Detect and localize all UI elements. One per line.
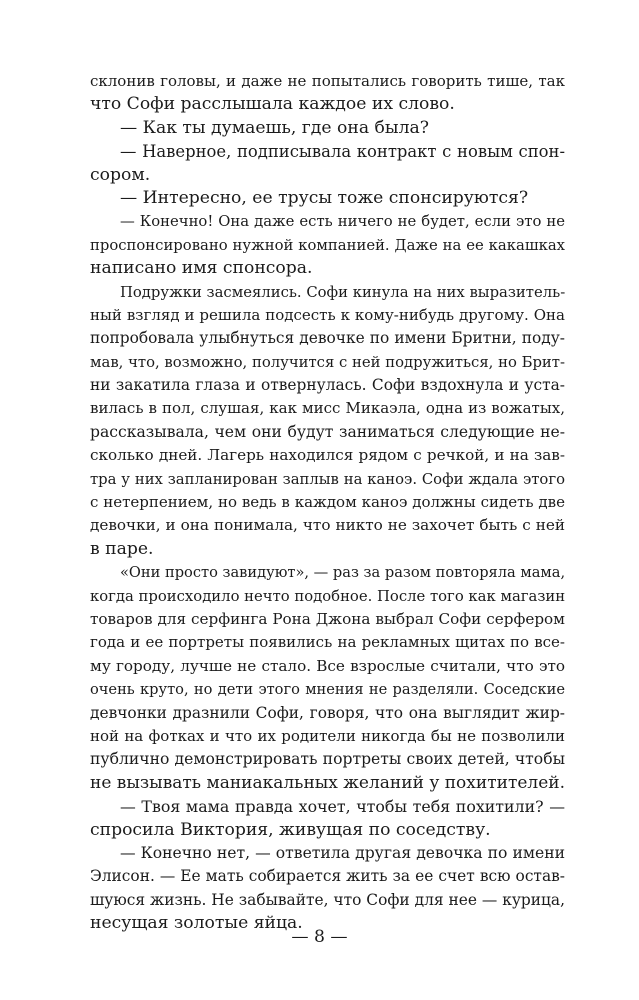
text-line: публично демонстрировать портреты своих детей, чтобы — [90, 750, 565, 769]
text-line: ной на фотках и что их родители никогда бы не позволили — [90, 726, 565, 745]
text-line: — Как ты думаешь, где она была? — [120, 117, 429, 138]
text-line: товаров для серфинга Рона Джона выбрал Софи серфером — [90, 609, 565, 628]
text-line: несущая золотые яйца. — [90, 913, 303, 934]
text-line: в паре. — [90, 538, 154, 559]
text-line: написано имя спонсора. — [90, 258, 313, 279]
text-line: проспонсировано нужной компанией. Даже на ее какашках — [90, 236, 565, 254]
text-line: «Они просто завидуют», — раз за разом повторяла мама, — [120, 564, 566, 582]
text-line: когда происходило нечто подобное. После того как магазин — [90, 587, 566, 605]
text-line: — Конечно! Она даже есть ничего не будет, если это не — [120, 213, 565, 231]
text-line: Подружки засмеялись. Софи кинула на них выразитель- — [120, 283, 566, 301]
text-line: ный взгляд и решила подсесть к кому-нибудь другому. Она — [90, 305, 565, 324]
text-line: шуюся жизнь. Не забывайте, что Софи для нее — курица, — [90, 890, 565, 909]
text-line: года и ее портреты появились на рекламных щитах по все- — [90, 633, 565, 652]
text-line: рассказывала, чем они будут заниматься следующие не- — [90, 422, 565, 441]
text-line: мав, что, возможно, получится с ней подружиться, но Брит- — [90, 353, 565, 371]
text-line: склонив головы, и даже не попытались говорить тише, так — [90, 72, 565, 90]
text-line: сколько дней. Лагерь находился рядом с речкой, и на зав- — [90, 446, 565, 465]
text-line: Элисон. — Ее мать собирается жить за ее счет всю остав- — [90, 867, 565, 886]
text-line: девочки, и она понимала, что никто не захочет быть с ней — [90, 516, 565, 535]
text-line: что Софи расслышала каждое их слово. — [90, 94, 455, 115]
text-line: ни закатила глаза и отвернулась. Софи вздохнула и уста- — [90, 376, 565, 395]
text-line: попробовала улыбнуться девочке по имени Бритни, поду- — [90, 329, 565, 348]
text-line: девчонки дразнили Софи, говоря, что она выглядит жир- — [90, 703, 565, 722]
text-line: вилась в пол, слушая, как мисс Микаэла, одна из вожатых, — [90, 399, 565, 418]
text-line: очень круто, но дети этого мнения не разделяли. Соседские — [90, 681, 565, 699]
text-line: с нетерпением, но ведь в каждом каноэ должны сидеть две — [90, 493, 565, 512]
text-line: тра у них запланирован заплыв на каноэ. Софи ждала этого — [90, 470, 565, 488]
text-line: не вызывать маниакальных желаний у похитителей. — [90, 772, 566, 793]
text-line: сором. — [90, 164, 151, 185]
page-number: — 8 — — [291, 927, 348, 947]
text-line: — Интересно, ее трусы тоже спонсируются? — [120, 187, 529, 208]
page-body — [90, 70, 565, 935]
text-line: му городу, лучше не стало. Все взрослые считали, что это — [90, 656, 565, 675]
text-line: спросила Виктория, живущая по соседству. — [90, 819, 491, 840]
text-line: — Конечно нет, — ответила другая девочка по имени — [120, 843, 565, 862]
text-line: — Твоя мама правда хочет, чтобы тебя похитили? — — [120, 797, 565, 817]
text-line: — Наверное, подписывала контракт с новым спон- — [120, 142, 565, 162]
